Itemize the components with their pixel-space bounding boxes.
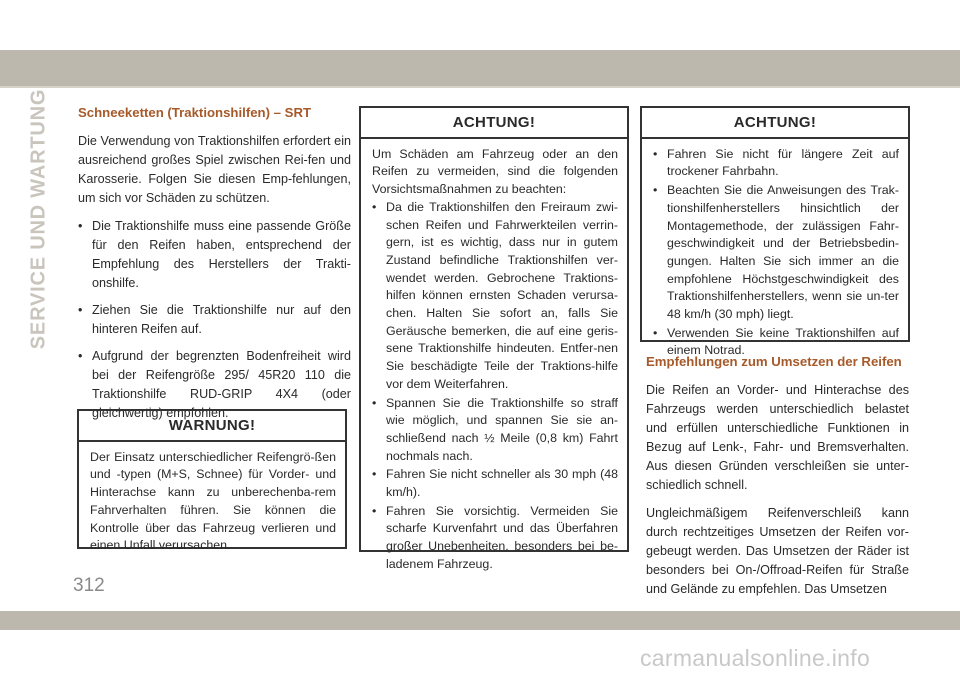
- page-number: 312: [73, 575, 105, 596]
- section-heading-tire-rotation: Empfehlungen zum Umsetzen der Reifen: [646, 354, 902, 369]
- caution-box-title: ACHTUNG!: [361, 108, 627, 139]
- body-paragraph: Ungleichmäßigem Reifenverschleiß kann durch rechtzeitiges Umsetzen der Reifen vor-gebeugt werden. Das Umsetzen der Räder ist besonders bei On-/Offroad-Reifen für Straße und Gelände zu empfehlen. Das Umsetzen: [646, 506, 909, 596]
- chain-recommendations-list: [78, 217, 351, 423]
- intro-paragraph: Die Verwendung von Traktionshilfen erfordert ein ausreichend großes Spiel zwischen Rei-fen und Karosserie. Folgen Sie diesen Emp-fehlungen, um sich vor Schäden zu schützen.: [78, 134, 351, 205]
- section-heading-snow-chains: Schneeketten (Traktionshilfen) – SRT: [78, 105, 312, 120]
- list-item: • Verwenden Sie keine Traktionshilfen auf einem Notrad.: [653, 325, 899, 360]
- warning-box-text: Der Einsatz unterschiedlicher Reifengrö-ßen und -typen (M+S, Schnee) für Vorder- und Hinterachse kann zu unberechenba-rem Fahrverhalten führen. Sie können die Kontrolle über das Fahrzeug verlieren und einen Unfall verursachen.: [90, 449, 336, 553]
- caution-box-right: [640, 106, 910, 358]
- warning-box-title: WARNUNG!: [79, 411, 345, 442]
- watermark: carmanualsonline.info: [640, 645, 871, 671]
- list-item: • Da die Traktionshilfen den Freiraum zwi-schen Reifen und Fahrwerkteilen verrin-gern, ist es wichtig, dass nur in gutem Zustand befindliche Traktionshilfen ver-wendet werden. Gebrochene Traktions-hilfen können ernsten Schaden verursa-chen. Halten Sie sofort an, falls Sie Geräusche bemerken, die auf eine geris-sene Traktionshilfe hindeuten. Entfer-nen Sie beschädigte Teile der Traktions-hilfe vor dem Weiterfahren.: [372, 199, 618, 394]
- list-item: • Spannen Sie die Traktionshilfe so straff wie möglich, und spannen Sie sie an-schließend nach ½ Meile (0,8 km) Fahrt nochmals nach.: [372, 395, 618, 466]
- body-paragraph: Die Reifen an Vorder- und Hinterachse des Fahrzeugs werden unterschiedlich belastet und erfüllen unterschiedliche Funktionen in Bezug auf Lenk-, Fahr- und Bremsverhalten. Aus diesen Gründen verschleißen sie unter-schiedlich schnell.: [646, 383, 909, 492]
- list-item: • Beachten Sie die Anweisungen des Trak-tionshilfenherstellers hinsichtlich der Montagemethode, der zulässigen Fahr-geschwindigkeit und der Betriebsbedin-gungen. Halten Sie sich immer an die empfohlene Höchstgeschwindigkeit des Traktionshilfenherstellers, wenn sie un-ter 48 km/h (30 mph) liegt.: [653, 182, 899, 324]
- section-side-tab-label: SERVICE UND WARTUNG: [27, 88, 50, 350]
- list-item: • Die Traktionshilfe muss eine passende Größe für den Reifen haben, entsprechend der Empfehlung des Herstellers der Trakti-onshilfe.: [78, 217, 351, 293]
- header-divider: [0, 86, 960, 88]
- list-item: • Fahren Sie nicht für längere Zeit auf trockener Fahrbahn.: [653, 146, 899, 181]
- caution-box-middle: [359, 106, 629, 571]
- header-band: [0, 50, 960, 86]
- caution-box-title: ACHTUNG!: [642, 108, 908, 139]
- list-item: • Fahren Sie nicht schneller als 30 mph (48 km/h).: [372, 466, 618, 501]
- caution-intro: Um Schäden am Fahrzeug oder an den Reifen zu vermeiden, sind die folgenden Vorsichtsmaßnahmen zu beachten:: [372, 146, 618, 197]
- list-item: • Fahren Sie vorsichtig. Vermeiden Sie scharfe Kurvenfahrt und das Überfahren großer Unebenheiten, besonders bei be-ladenem Fahrzeug.: [372, 503, 618, 574]
- warning-box: [77, 409, 347, 553]
- footer-band: [0, 611, 960, 630]
- list-item: • Aufgrund der begrenzten Bodenfreiheit wird bei der Reifengröße 295/ 45R20 110 die Traktionshilfe RUD-GRIP 4X4 (oder gleichwertig) empfohlen.: [78, 347, 351, 423]
- caution-list: [653, 146, 899, 360]
- list-item: • Ziehen Sie die Traktionshilfe nur auf den hinteren Reifen auf.: [78, 301, 351, 339]
- left-column: [78, 103, 351, 431]
- section-side-tab: [22, 88, 56, 350]
- caution-list: [372, 199, 618, 574]
- right-column: [646, 352, 909, 608]
